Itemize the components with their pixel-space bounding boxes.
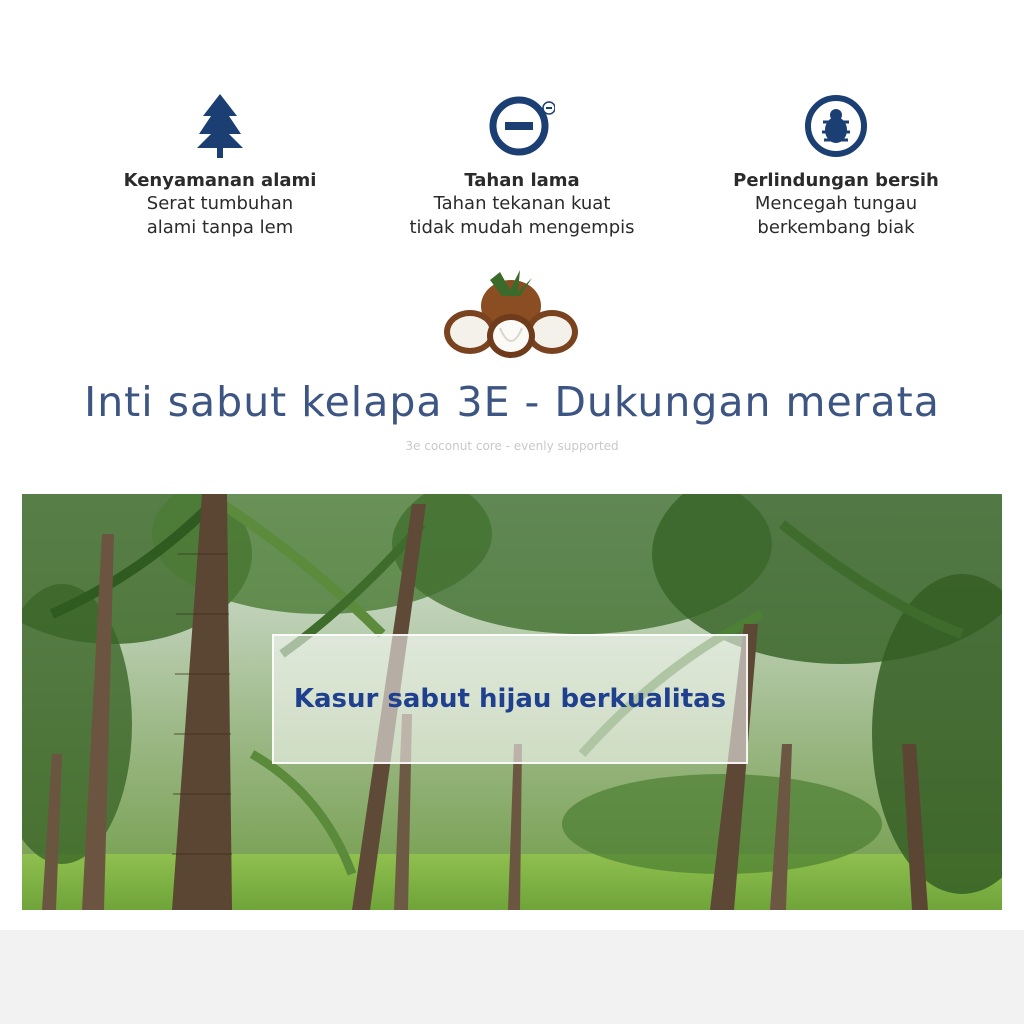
coconut-illustration xyxy=(440,262,582,362)
pine-tree-icon xyxy=(187,90,253,160)
palm-grove-banner xyxy=(22,494,1002,910)
headline: Inti sabut kelapa 3E - Dukungan merata xyxy=(84,378,940,426)
feature-title: Kenyamanan alami xyxy=(123,170,317,191)
feature-durable xyxy=(372,90,672,240)
feature-natural-comfort xyxy=(70,90,370,240)
feature-desc: Serat tumbuhan alami tanpa lem xyxy=(146,193,294,238)
footer-band xyxy=(0,930,1024,1024)
caption-text: Kasur sabut hijau berkualitas xyxy=(293,684,727,714)
minus-circle-icon xyxy=(489,90,555,160)
subheadline: 3e coconut core - evenly supported xyxy=(405,439,619,453)
feature-title: Perlindungan bersih xyxy=(733,170,939,191)
feature-clean-protection xyxy=(686,90,986,240)
feature-title: Tahan lama xyxy=(464,170,580,191)
feature-desc: Mencegah tungau berkembang biak xyxy=(754,193,918,238)
feature-desc: Tahan tekanan kuat tidak mudah mengempis xyxy=(409,193,635,238)
caption-box xyxy=(272,634,748,764)
no-bug-icon xyxy=(803,90,869,160)
